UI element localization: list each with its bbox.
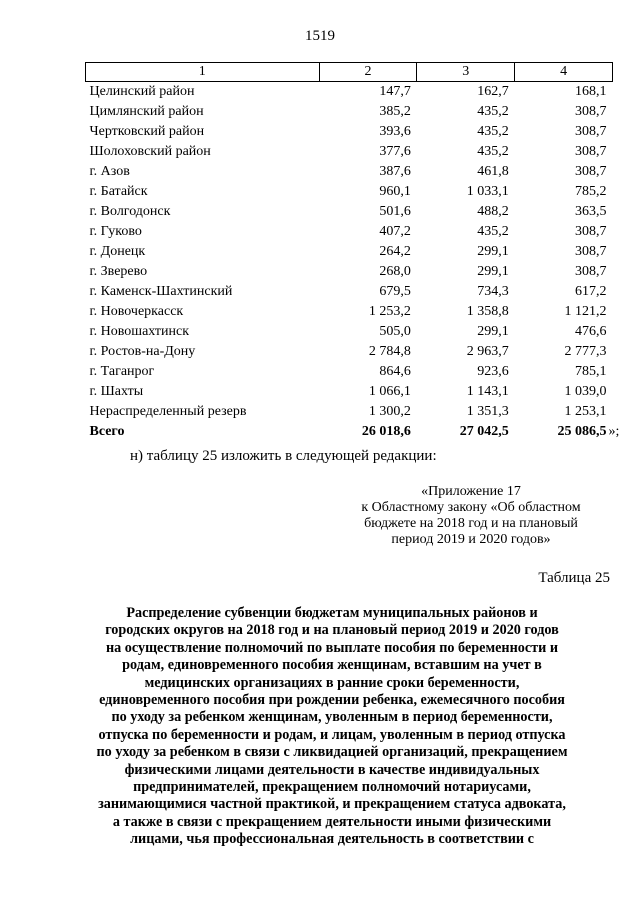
row-name: г. Новочеркасск <box>89 304 184 319</box>
row-name: Чертковский район <box>89 124 205 139</box>
table-row <box>86 202 613 222</box>
row-name: г. Таганрог <box>89 364 155 379</box>
table-row <box>86 122 613 142</box>
row-name: г. Азов <box>89 164 130 179</box>
row-value-2018: 1 300,2 <box>368 404 411 419</box>
row-value-2020: 308,7 <box>575 144 607 159</box>
row-value-2019: 1 033,1 <box>466 184 509 199</box>
row-value-2020: 308,7 <box>575 224 607 239</box>
row-name: г. Донецк <box>89 244 146 259</box>
total-value-2020: 25 086,5 <box>557 424 607 439</box>
row-value-2019: 162,7 <box>477 84 509 99</box>
row-name: Шолоховский район <box>89 144 211 159</box>
table-heading <box>72 605 592 849</box>
column-header: 3 <box>417 63 515 82</box>
table-row <box>86 262 613 282</box>
row-value-2020: 2 777,3 <box>564 344 607 359</box>
table-row <box>86 322 613 342</box>
table-row <box>86 242 613 262</box>
total-value-2018: 26 018,6 <box>361 424 411 439</box>
row-name: Цимлянский район <box>89 104 204 119</box>
row-name: г. Шахты <box>89 384 144 399</box>
row-value-2018: 1 066,1 <box>368 384 411 399</box>
table-row <box>86 382 613 402</box>
row-value-2018: 268,0 <box>379 264 411 279</box>
row-value-2020: 785,1 <box>575 364 607 379</box>
table-row <box>86 102 613 122</box>
row-name: г. Каменск-Шахтинский <box>89 284 233 299</box>
heading-line: по уходу за ребенком в связи с ликвидацией организаций, прекращением <box>96 744 568 761</box>
heading-line: предпринимателей, прекращением полномочий нотариусами, <box>133 779 531 796</box>
appendix-reference <box>330 484 612 548</box>
table-body <box>86 82 613 423</box>
row-value-2018: 679,5 <box>379 284 411 299</box>
row-value-2019: 435,2 <box>477 224 509 239</box>
heading-line: Распределение субвенции бюджетам муниципальных районов и <box>126 605 538 621</box>
table-header-row <box>86 63 613 82</box>
closing-quote-mark: »; <box>608 424 620 439</box>
row-value-2020: 1 253,1 <box>564 404 607 419</box>
row-value-2019: 2 963,7 <box>466 344 509 359</box>
row-value-2020: 308,7 <box>575 104 607 119</box>
row-name: г. Батайск <box>89 184 148 199</box>
table-row <box>86 82 613 103</box>
row-value-2018: 960,1 <box>379 184 411 199</box>
total-cell-2020 <box>515 422 620 442</box>
row-value-2020: 785,2 <box>575 184 607 199</box>
row-value-2018: 407,2 <box>379 224 411 239</box>
row-value-2018: 501,6 <box>379 204 411 219</box>
row-value-2019: 1 358,8 <box>466 304 509 319</box>
amendment-instruction: н) таблицу 25 изложить в следующей редакции: <box>130 448 437 464</box>
table-total-row <box>86 422 613 442</box>
table-row <box>86 302 613 322</box>
row-value-2020: 308,7 <box>575 164 607 179</box>
row-value-2019: 461,8 <box>477 164 509 179</box>
heading-line: медицинских организациях в ранние сроки беременности, <box>144 674 520 691</box>
heading-line: городских округов на 2018 год и на плановый период 2019 и 2020 годов <box>105 622 559 639</box>
row-value-2020: 1 121,2 <box>564 304 607 319</box>
column-header: 1 <box>86 63 320 82</box>
row-value-2018: 385,2 <box>379 104 411 119</box>
budget-table <box>85 62 620 442</box>
row-value-2019: 435,2 <box>477 104 509 119</box>
column-header: 4 <box>515 63 613 82</box>
page-number: 1519 <box>305 28 335 44</box>
row-name: г. Ростов-на-Дону <box>89 344 196 359</box>
row-value-2020: 308,7 <box>575 124 607 139</box>
row-name: г. Новошахтинск <box>89 324 190 339</box>
table-row <box>86 142 613 162</box>
row-value-2018: 264,2 <box>379 244 411 259</box>
row-value-2019: 299,1 <box>477 264 509 279</box>
heading-line: родам, единовременного пособия женщинам, вставшим на учет в <box>122 657 542 674</box>
table-row <box>86 162 613 182</box>
row-value-2020: 168,1 <box>575 84 607 99</box>
row-name: г. Гуково <box>89 224 142 239</box>
row-value-2018: 1 253,2 <box>368 304 411 319</box>
row-name: г. Зверево <box>89 264 148 279</box>
row-value-2018: 147,7 <box>379 84 411 99</box>
row-value-2019: 488,2 <box>477 204 509 219</box>
total-value-2019: 27 042,5 <box>459 424 509 439</box>
row-name: г. Волгодонск <box>89 204 171 219</box>
row-value-2019: 435,2 <box>477 144 509 159</box>
row-value-2019: 299,1 <box>477 244 509 259</box>
table-row <box>86 402 613 422</box>
row-value-2020: 476,6 <box>575 324 607 339</box>
appendix-line: бюджете на 2018 год и на плановый <box>364 516 578 531</box>
row-value-2020: 1 039,0 <box>564 384 607 399</box>
appendix-line: к Областному закону «Об областном <box>361 500 581 515</box>
row-value-2018: 2 784,8 <box>368 344 411 359</box>
heading-line: единовременного пособия при рождении ребенка, ежемесячного пособия <box>99 692 565 709</box>
total-label: Всего <box>89 424 125 439</box>
row-value-2018: 864,6 <box>379 364 411 379</box>
table-row <box>86 342 613 362</box>
heading-line: занимающимися частной практикой, и прекращением статуса адвоката, <box>98 796 566 813</box>
heading-line: отпуска по беременности и родам, и лицам, уволенным в период отпуска <box>98 726 566 743</box>
heading-line: лицами, чья профессиональная деятельность в соответствии с <box>130 831 534 848</box>
row-value-2019: 1 143,1 <box>466 384 509 399</box>
row-value-2018: 387,6 <box>379 164 411 179</box>
table-row <box>86 282 613 302</box>
heading-line: физическими лицами деятельности в качестве индивидуальных <box>124 761 540 778</box>
row-value-2020: 617,2 <box>575 284 607 299</box>
row-value-2020: 308,7 <box>575 264 607 279</box>
row-value-2019: 734,3 <box>477 284 509 299</box>
row-value-2019: 1 351,3 <box>466 404 509 419</box>
row-name: Целинский район <box>89 84 195 99</box>
row-value-2019: 923,6 <box>477 364 509 379</box>
table-label: Таблица 25 <box>538 570 610 586</box>
row-value-2020: 308,7 <box>575 244 607 259</box>
row-value-2019: 299,1 <box>477 324 509 339</box>
heading-line: а также в связи с прекращением деятельности иными физическими <box>112 813 552 830</box>
appendix-line: «Приложение 17 <box>421 484 521 499</box>
table-row <box>86 222 613 242</box>
appendix-line: период 2019 и 2020 годов» <box>391 532 551 547</box>
row-value-2019: 435,2 <box>477 124 509 139</box>
row-value-2018: 505,0 <box>379 324 411 339</box>
table-row <box>86 362 613 382</box>
table-row <box>86 182 613 202</box>
row-name: Нераспределенный резерв <box>89 404 247 419</box>
row-value-2018: 393,6 <box>379 124 411 139</box>
row-value-2020: 363,5 <box>575 204 607 219</box>
column-header: 2 <box>319 63 417 82</box>
heading-line: на осуществление полномочий по выплате пособия по беременности и <box>105 639 559 656</box>
heading-line: по уходу за ребенком женщинам, уволенным в период беременности, <box>111 709 553 726</box>
row-value-2018: 377,6 <box>379 144 411 159</box>
